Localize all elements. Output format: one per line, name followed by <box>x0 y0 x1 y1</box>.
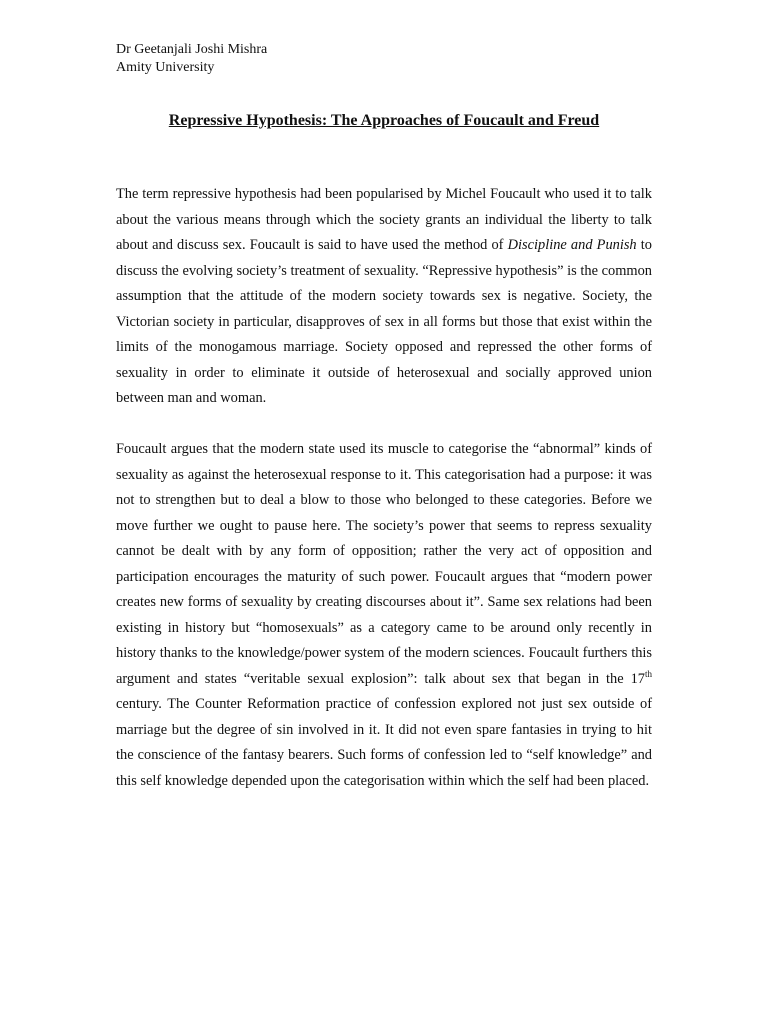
author-name: Dr Geetanjali Joshi Mishra <box>116 42 268 57</box>
paragraph-1-text-a: The term repressive hypothesis had been popularised by Michel Foucault who used it to talk about the various means through which the society grants an individual the liberty to talk about and discuss sex. Foucault is said to have used the method of <box>116 186 652 253</box>
document-page <box>116 41 652 794</box>
paragraph-2 <box>116 437 652 794</box>
paragraph-2-text-a: Foucault argues that the modern state used its muscle to categorise the “abnormal” kinds of sexuality as against the heterosexual response to it. This categorisation had a purpose: it was not to strengthen but to deal a blow to those who belonged to these categories. Before we move further we ought to pause here. The society’s power that seems to repress sexuality cannot be dealt with by any form of opposition; rather the very act of opposition and participation encourages the maturity of such power. Foucault argues that “modern power creates new forms of sexuality by creating discourses about it”. Same sex relations had been existing in history but “homosexuals” as a category came to be around only recently in history thanks to the knowledge/power system of the modern sciences. Foucault furthers this argument and states “veritable sexual explosion”: talk about sex that began in the 17 <box>116 441 652 687</box>
ordinal-superscript: th <box>644 668 652 679</box>
document-title: Repressive Hypothesis: The Approaches of Foucault and Freud <box>168 112 600 129</box>
author-affiliation: Amity University <box>116 60 215 75</box>
paragraph-2-text-b: century. The Counter Reformation practice of confession explored not just sex outside of marriage but the degree of sin involved in it. It did not even spare fantasies in trying to hit the conscience of the fantasy bearers. Such forms of confession led to “self knowledge” and this self knowledge depended upon the categorisation within which the self had been placed. <box>116 696 652 789</box>
paragraph-1-text-b: to discuss the evolving society’s treatment of sexuality. “Repressive hypothesis” is the common assumption that the attitude of the modern society towards sex is negative. Society, the Victorian society in particular, disapproves of sex in all forms but those that exist within the limits of the monogamous marriage. Society opposed and repressed the other forms of sexuality in order to eliminate it outside of heterosexual and socially approved union between man and woman. <box>116 237 652 406</box>
paragraph-1 <box>116 182 652 412</box>
book-title-italic: Discipline and Punish <box>507 237 637 253</box>
author-block <box>116 41 652 77</box>
